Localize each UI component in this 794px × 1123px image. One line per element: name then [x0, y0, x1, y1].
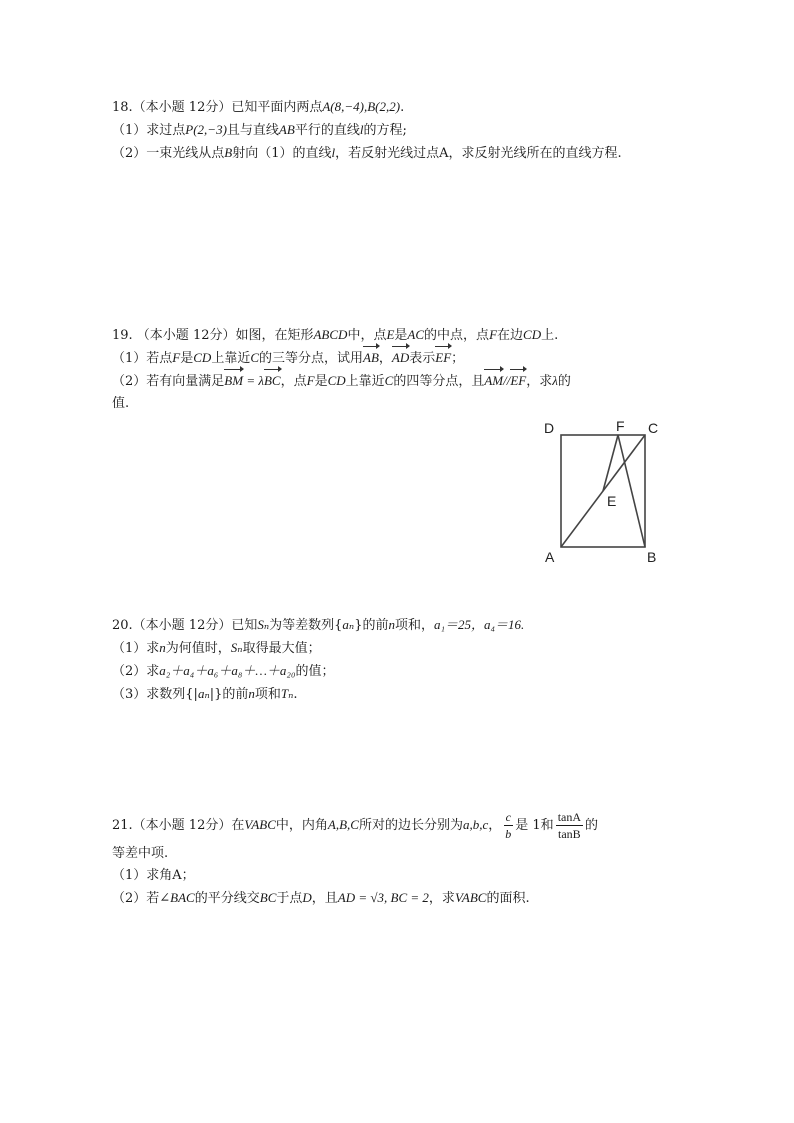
text: |}的前 — [209, 687, 249, 702]
text: 的 — [585, 818, 599, 833]
text: 在边 — [497, 328, 524, 343]
text: 且与直线 — [226, 123, 279, 138]
sum-sn: Sₙ — [230, 640, 243, 655]
label-a: A — [545, 549, 555, 565]
vector-ad: AD — [392, 347, 409, 369]
text: 取得最大值； — [242, 641, 321, 656]
stem-end: . — [400, 100, 405, 115]
label-d: D — [544, 420, 555, 436]
text: 平行的直线 — [294, 123, 360, 138]
line-l: l — [359, 122, 364, 137]
text: }的前 — [354, 618, 389, 633]
rectangle-figure — [540, 414, 670, 569]
text: 是 — [314, 374, 328, 389]
segment-cd: CD — [523, 327, 542, 342]
text: 上靠近 — [345, 374, 385, 389]
rect-abcd: ABCD — [313, 327, 348, 342]
text: 项和 — [254, 687, 281, 702]
text: ，求 — [526, 374, 553, 389]
text: （3）求数列{| — [112, 687, 198, 702]
text: ，且 — [311, 891, 338, 906]
fraction-tan — [556, 809, 583, 842]
text: （1）求 — [112, 641, 160, 656]
vector-am: AM — [484, 370, 503, 392]
text: 21.（本小题 12分）在 — [112, 818, 245, 833]
text: ，求 — [428, 891, 455, 906]
label-b: B — [647, 549, 657, 565]
point-p: P(2,−3) — [185, 122, 227, 137]
segment-ac: AC — [407, 327, 425, 342]
given-condition: AD = √3, BC = 2 — [337, 890, 429, 905]
text: 于点 — [276, 891, 303, 906]
point-c: C — [384, 373, 394, 388]
point-f: F — [172, 350, 181, 365]
line-l: l — [331, 145, 336, 160]
problem-20-part-3 — [112, 683, 692, 706]
problem-19-part-2-cont — [112, 393, 692, 415]
problem-18-part-1 — [112, 119, 692, 142]
text: 中，内角 — [275, 818, 328, 833]
text: 项和， — [394, 618, 434, 633]
problem-21-stem — [112, 808, 692, 843]
point-b: B — [224, 145, 233, 160]
text: 所对的边长分别为 — [358, 818, 463, 833]
segment-ef — [603, 435, 618, 491]
text: 是 — [180, 351, 194, 366]
text: 19. （本小题 12分）如图，在矩形 — [112, 328, 314, 343]
text: ， — [378, 351, 392, 366]
text: ，点 — [280, 374, 307, 389]
sum-tn: Tₙ — [280, 686, 294, 701]
problem-21-part-1 — [112, 865, 692, 887]
problem-21-stem-cont — [112, 843, 692, 865]
denominator: b — [505, 827, 512, 841]
problem-18 — [112, 96, 692, 165]
point-d: D — [302, 890, 312, 905]
text: （2）若有向量满足 — [112, 374, 225, 389]
problem-18-part-2 — [112, 142, 692, 165]
label-f: F — [616, 418, 625, 434]
sides-abc: a,b,c — [462, 817, 489, 832]
triangle-abc: VABC — [244, 817, 276, 832]
numerator: tanA — [557, 810, 582, 824]
term-an: aₙ — [342, 617, 355, 632]
problem-20 — [112, 614, 692, 706]
problem-21 — [112, 808, 692, 910]
triangle-abc: VABC — [454, 890, 487, 905]
problem-19 — [112, 324, 692, 415]
text: 为何值时， — [165, 641, 231, 656]
segment-cd: CD — [193, 350, 212, 365]
text: 的四等分点，且 — [393, 374, 485, 389]
vector-bm: BM — [224, 370, 243, 392]
angle-bac: ∠BAC — [159, 890, 195, 905]
text: . — [293, 687, 298, 702]
angles-abc: A,B,C — [327, 817, 359, 832]
text: 是 — [394, 328, 408, 343]
vector-ab: AB — [363, 347, 379, 369]
text: 为等差数列{ — [269, 618, 343, 633]
text: 的三等分点，试用 — [259, 351, 364, 366]
sum-expression: a₂＋a₄＋a₆＋a₈＋…＋a₂₀ — [159, 663, 296, 678]
text: （2）若 — [112, 891, 160, 906]
text: 值. — [112, 396, 130, 411]
text: 是 1和 — [515, 818, 554, 833]
text: 中，点 — [347, 328, 387, 343]
point-f: F — [306, 373, 315, 388]
text: ， — [488, 818, 502, 833]
problem-19-part-2 — [112, 370, 692, 393]
text: ，若反射光线过点A，求反射光线所在的直线方程. — [335, 146, 622, 161]
line-ab: AB — [278, 122, 295, 137]
text: 的方程; — [363, 123, 407, 138]
segment-cd: CD — [327, 373, 346, 388]
point-e: E — [386, 327, 395, 342]
text: 的 — [557, 374, 571, 389]
denominator: tanB — [558, 827, 581, 841]
problem-18-head: 18.（本小题 12分）已知平面内两点 — [112, 100, 323, 115]
sum-sn: Sₙ — [257, 617, 270, 632]
problem-21-part-2 — [112, 887, 692, 910]
vector-ef: EF — [510, 370, 526, 392]
text: （2）一束光线从点 — [112, 146, 225, 161]
point-f: F — [489, 327, 498, 342]
problem-20-part-2 — [112, 660, 692, 683]
text: （2）求 — [112, 664, 160, 679]
numerator: c — [505, 810, 511, 824]
vector-ef: EF — [435, 347, 451, 369]
text: ； — [451, 351, 465, 366]
segment-bc: BC — [259, 890, 277, 905]
text: 的面积. — [486, 891, 530, 906]
text: 20.（本小题 12分）已知 — [112, 618, 258, 633]
term-an: aₙ — [197, 686, 210, 701]
label-e: E — [607, 493, 617, 509]
parallel-sign: // — [503, 373, 511, 388]
point-c: C — [250, 350, 259, 365]
equals-lambda: = λ — [243, 373, 264, 388]
var-n: n — [159, 640, 166, 655]
text: （1）若点 — [112, 351, 173, 366]
problem-19-stem — [112, 324, 692, 347]
given-terms: a₁＝25，a₄＝16. — [434, 617, 525, 632]
text: 的平分线交 — [194, 891, 260, 906]
text: 的值； — [295, 664, 335, 679]
text: 上靠近 — [211, 351, 251, 366]
text: 表示 — [409, 351, 436, 366]
label-c: C — [648, 420, 659, 436]
var-n: n — [388, 617, 395, 632]
text: 等差中项. — [112, 846, 169, 861]
var-n: n — [248, 686, 255, 701]
text: （1）求过点 — [112, 123, 186, 138]
points-ab: A(8,−4),B(2,2) — [322, 99, 401, 114]
problem-20-stem — [112, 614, 692, 637]
text: 的中点，点 — [424, 328, 490, 343]
lambda: λ — [552, 373, 558, 388]
problem-19-part-1 — [112, 347, 692, 370]
fraction-c-over-b — [503, 809, 513, 842]
vector-bc: BC — [264, 370, 281, 392]
text: 上. — [541, 328, 559, 343]
problem-20-part-1 — [112, 637, 692, 660]
text: （1）求角A； — [112, 868, 195, 883]
text: 射向（1）的直线 — [232, 146, 332, 161]
problem-18-stem — [112, 96, 692, 119]
